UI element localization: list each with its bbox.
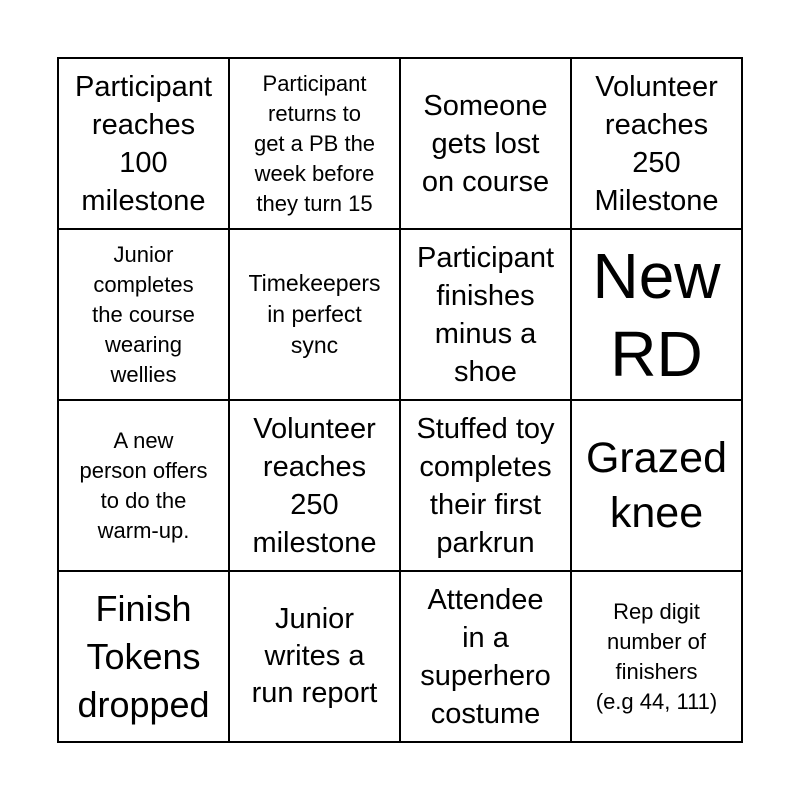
bingo-cell-text: Stuffed toy completes their first parkrun (416, 412, 555, 559)
bingo-cell-text: Volunteer reaches 250 Milestone (594, 70, 719, 217)
bingo-cell-5[interactable] (58, 229, 229, 400)
bingo-cell-9[interactable] (58, 400, 229, 571)
bingo-board (57, 57, 743, 743)
bingo-cell-10[interactable] (229, 400, 400, 571)
bingo-cell-text: Participant reaches 100 milestone (74, 70, 212, 217)
bingo-cell-text: Junior completes the course wearing wellies (92, 241, 195, 387)
bingo-cell-text: New RD (592, 239, 721, 390)
bingo-cell-text: Someone gets lost on course (421, 89, 550, 198)
bingo-cell-11[interactable] (400, 400, 571, 571)
bingo-cell-12[interactable] (571, 400, 742, 571)
bingo-cell-1[interactable] (58, 58, 229, 229)
bingo-cell-text: Junior writes a run report (251, 603, 378, 709)
bingo-cell-14[interactable] (229, 571, 400, 742)
bingo-cell-text: Participant returns to get a PB the week before they turn 15 (253, 70, 376, 216)
bingo-cell-6[interactable] (229, 229, 400, 400)
bingo-cell-16[interactable] (571, 571, 742, 742)
bingo-cell-text: Volunteer reaches 250 milestone (252, 412, 377, 559)
bingo-cell-2[interactable] (229, 58, 400, 229)
bingo-cell-text: Grazed knee (585, 433, 727, 537)
bingo-cell-3[interactable] (400, 58, 571, 229)
bingo-cell-15[interactable] (400, 571, 571, 742)
bingo-cell-7[interactable] (400, 229, 571, 400)
bingo-cell-text: A new person offers to do the warm-up. (79, 427, 208, 543)
bingo-cell-text: Timekeepers in perfect sync (248, 270, 381, 358)
bingo-cell-text: Attendee in a superhero costume (420, 583, 551, 730)
bingo-cell-4[interactable] (571, 58, 742, 229)
bingo-cell-13[interactable] (58, 571, 229, 742)
bingo-cell-text: Finish Tokens dropped (77, 587, 210, 725)
bingo-cell-text: Participant finishes minus a shoe (416, 241, 554, 388)
bingo-cell-text: Rep digit number of finishers (e.g 44, 111) (595, 598, 718, 714)
bingo-cell-8[interactable] (571, 229, 742, 400)
